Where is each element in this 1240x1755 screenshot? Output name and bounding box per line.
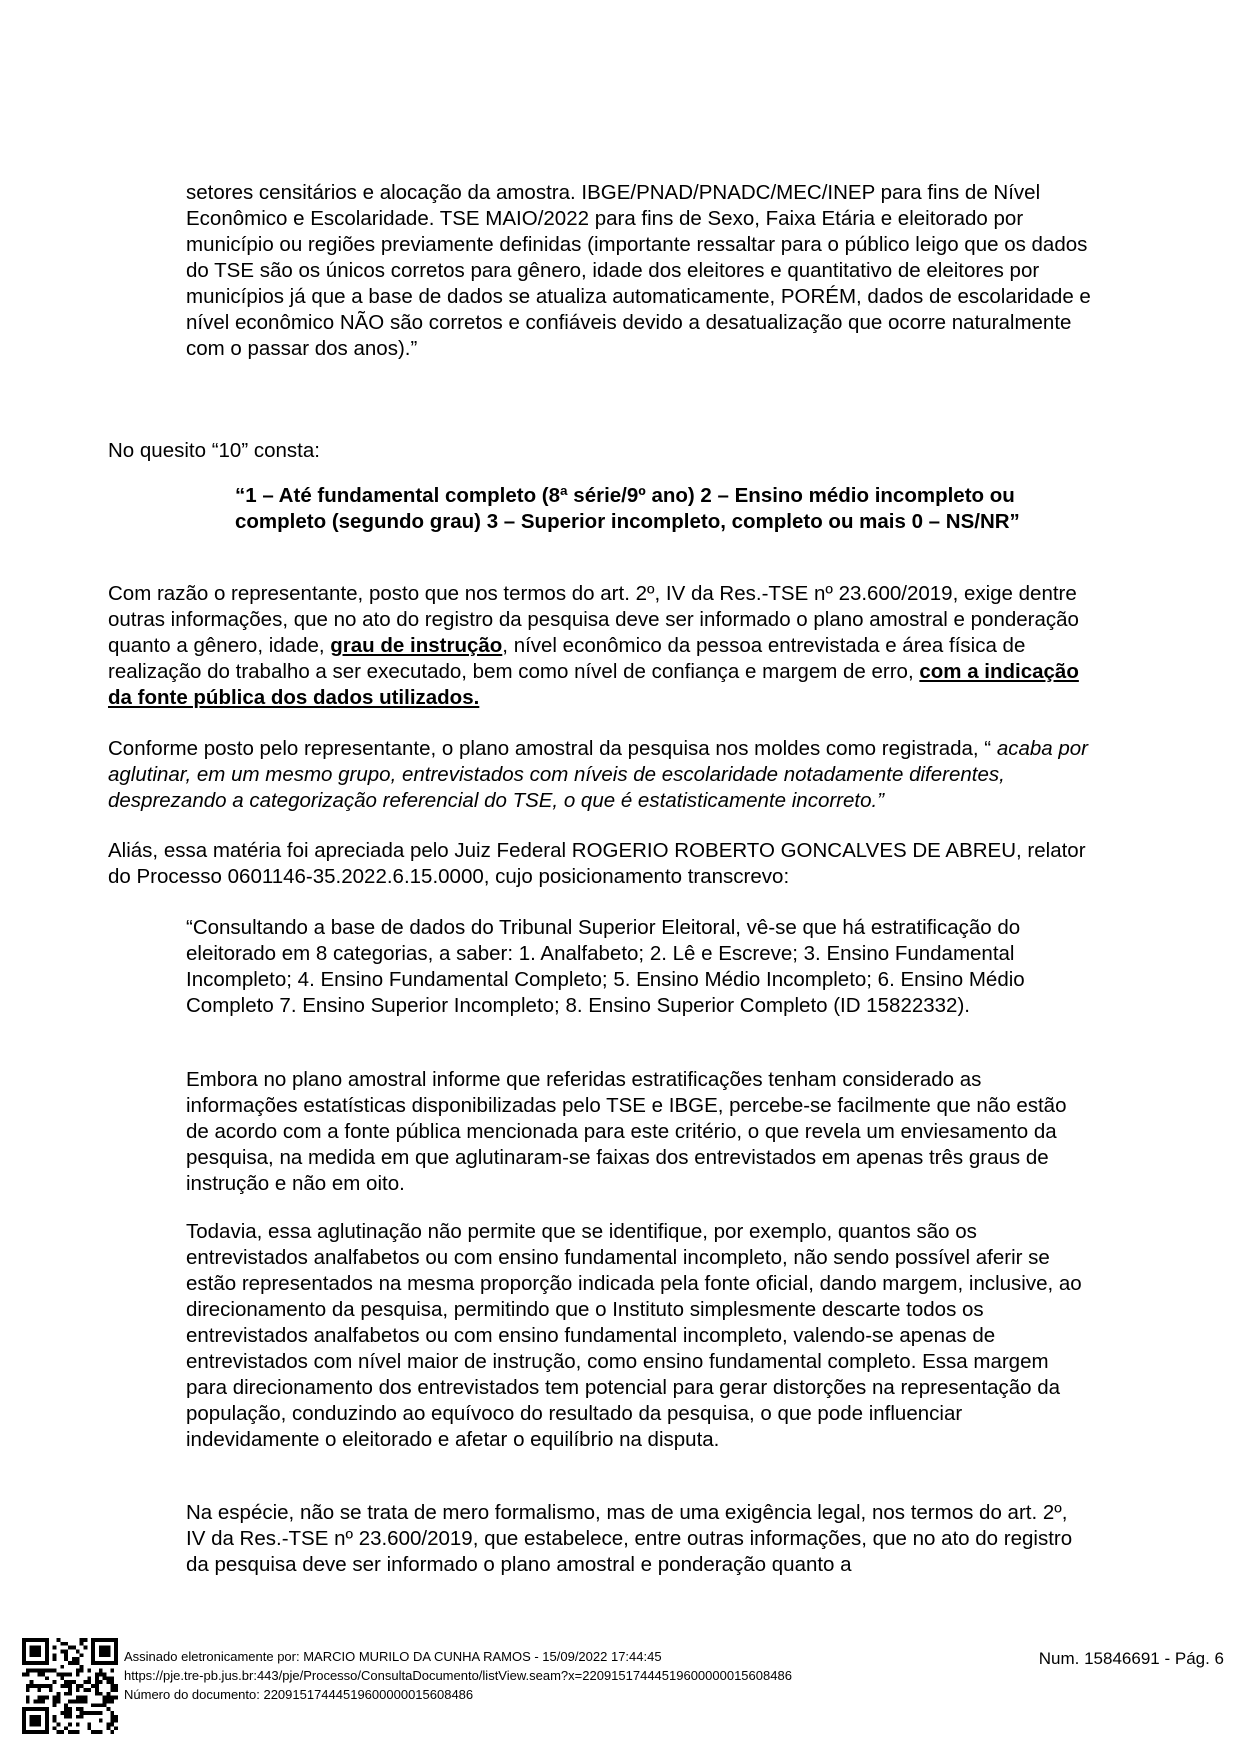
razao-text-2: , nível econômico da pessoa entrevistada e área física de realização do trabalho a ser executado, bem como nível de confiança e margem de erro, xyxy=(108,634,1026,683)
razao-text-1: Com razão o representante, posto que nos termos do art. 2º, IV da Res.-TSE nº 23.600/2019, exige dentre outras informações, que no ato do registro da pesquisa deve ser informado o plano amostral e ponderação quanto a gênero, idade, xyxy=(108,582,1079,657)
conforme-text: Conforme posto pelo representante, o plano amostral da pesquisa nos moldes como registrada, “ xyxy=(108,737,997,760)
razao-underline-fonte: com a indicação da fonte pública dos dados utilizados. xyxy=(108,660,1079,709)
alias-paragraph: Aliás, essa matéria foi apreciada pelo Juiz Federal ROGERIO ROBERTO GONCALVES DE ABREU, relator do Processo 0601146-35.2022.6.15.0000, cujo posicionamento transcrevo: xyxy=(108,839,1086,888)
qr-code-icon xyxy=(22,1638,118,1734)
quote-todavia-paragraph: Todavia, essa aglutinação não permite que se identifique, por exemplo, quantos são os entrevistados analfabetos ou com ensino fundamental incompleto, não sendo possível aferir se estão representados na mesma proporção indicada pela fonte oficial, dando margem, inclusive, ao direcionamento da pesquisa, permitindo que o Instituto simplesmente descarte todos os entrevistados analfabetos ou com ensino fundamental incompleto, valendo-se apenas de entrevistados com nível maior de instrução, como ensino fundamental completo. Essa margem para direcionamento dos entrevistados tem potencial para gerar distorções na representação da população, conduzindo ao equívoco do resultado da pesquisa, o que pode influenciar indevidamente o eleitorado e afetar o equilíbrio na disputa. xyxy=(186,1220,1082,1451)
quote-consultando-paragraph: “Consultando a base de dados do Tribunal Superior Eleitoral, vê-se que há estratificação do eleitorado em 8 categorias, a saber: 1. Analfabeto; 2. Lê e Escreve; 3. Ensino Fundamental Incompleto; 4. Ensino Fundamental Completo; 5. Ensino Médio Incompleto; 6. Ensino Médio Completo 7. Ensino Superior Incompleto; 8. Ensino Superior Completo (ID 15822332). xyxy=(186,916,1025,1017)
conforme-italic-quote: acaba por aglutinar, em um mesmo grupo, entrevistados com níveis de escolaridade notadamente diferentes, desprezando a categorização referencial do TSE, o que é estatisticamente incorreto.” xyxy=(108,737,1089,812)
razao-paragraph xyxy=(108,581,1098,711)
quesito-options-quote: “1 – Até fundamental completo (8ª série/9º ano) 2 – Ensino médio incompleto ou completo (segundo grau) 3 – Superior incompleto, completo ou mais 0 – NS/NR” xyxy=(235,484,1020,533)
footer-signed-line: Assinado eletronicamente por: MARCIO MURILO DA CUNHA RAMOS - 15/09/2022 17:44:45 xyxy=(124,1649,662,1664)
footer-page-number: Num. 15846691 - Pág. 6 xyxy=(1038,1649,1224,1668)
footer-document-number: Número do documento: 22091517444519600000015608486 xyxy=(124,1687,474,1702)
quote-especie-paragraph: Na espécie, não se trata de mero formalismo, mas de uma exigência legal, nos termos do art. 2º, IV da Res.-TSE nº 23.600/2019, que estabelece, entre outras informações, que no ato do registro da pesquisa deve ser informado o plano amostral e ponderação quanto a xyxy=(186,1501,1073,1576)
quote-intro-paragraph: setores censitários e alocação da amostra. IBGE/PNAD/PNADC/MEC/INEP para fins de Nível Econômico e Escolaridade. TSE MAIO/2022 para fins de Sexo, Faixa Etária e eleitorado por município ou regiões previamente definidas (importante ressaltar para o público leigo que os dados do TSE são os únicos corretos para gênero, idade dos eleitores e quantitativo de eleitores por municípios já que a base de dados se atualiza automaticamente, PORÉM, dados de escolaridade e nível econômico NÃO são corretos e confiáveis devido a desatualização que ocorre naturalmente com o passar dos anos).” xyxy=(186,181,1091,360)
quote-embora-paragraph: Embora no plano amostral informe que referidas estratificações tenham considerado as informações estatísticas disponibilizadas pelo TSE e IBGE, percebe-se facilmente que não estão de acordo com a fonte pública mencionada para este critério, o que revela um enviesamento da pesquisa, na medida em que aglutinaram-se faixas dos entrevistados em apenas três graus de instrução e não em oito. xyxy=(186,1068,1067,1195)
razao-underline-grau: grau de instrução xyxy=(330,634,503,657)
footer-url-line[interactable]: https://pje.tre-pb.jus.br:443/pje/Processo/ConsultaDocumento/listView.seam?x=22091517444519600000015608486 xyxy=(124,1668,792,1683)
quesito-paragraph: No quesito “10” consta: xyxy=(108,439,320,462)
conforme-paragraph xyxy=(108,736,1098,814)
